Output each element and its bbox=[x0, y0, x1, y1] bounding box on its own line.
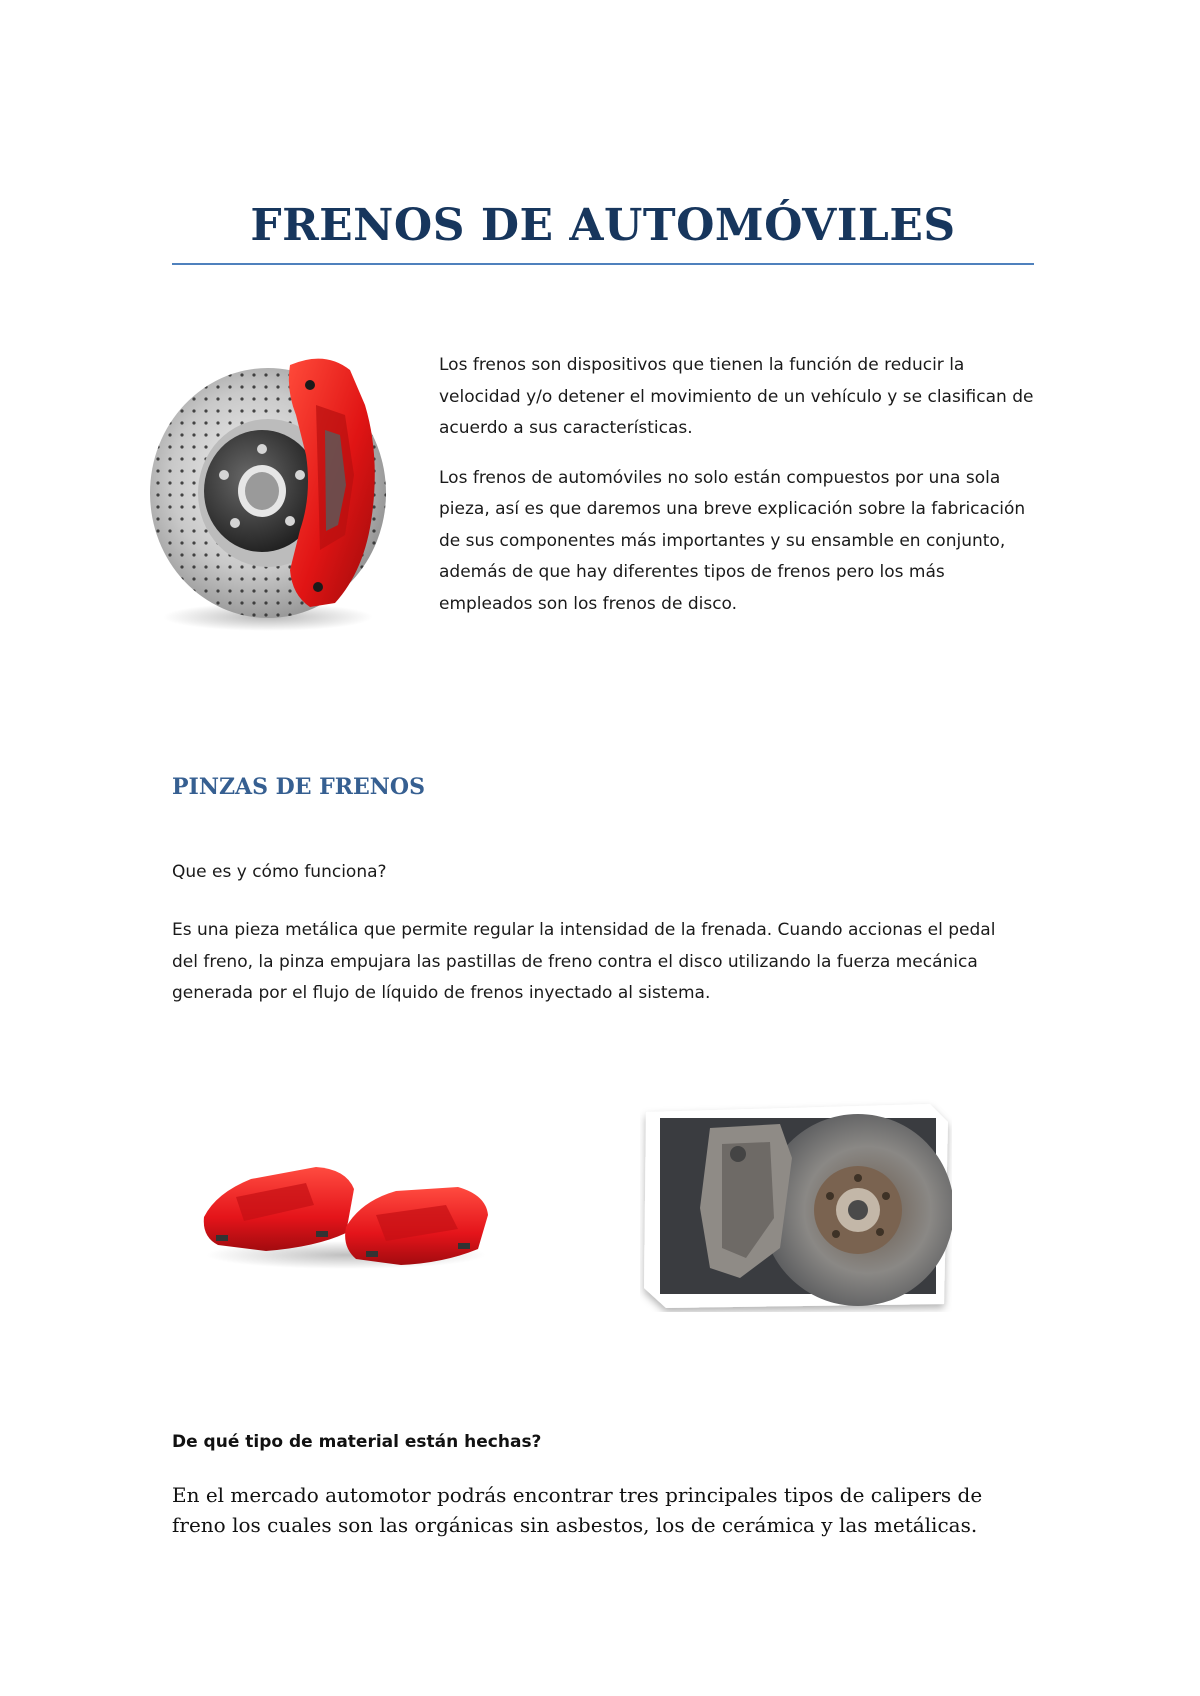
material-paragraph: En el mercado automotor podrás encontrar tres principales tipos de calipers de freno los cuales son las orgánicas sin asbestos, los de cerámica y las metálicas. bbox=[172, 1483, 983, 1537]
intro-paragraph-1: Los frenos son dispositivos que tienen la función de reducir la velocidad y/o detener el movimiento de un vehículo y se clasifican de acuerdo a sus características. bbox=[439, 355, 1034, 438]
document-title: FRENOS DE AUTOMÓVILES bbox=[250, 200, 956, 251]
intro-paragraph-2: Los frenos de automóviles no solo están compuestos por una sola pieza, así es que daremos una breve explicación sobre la fabricación de sus componentes más importantes y su ensamble en conjunto, además de que hay diferentes tipos de frenos pero los más empleados son los frenos de disco. bbox=[439, 467, 1026, 614]
section-heading-pinzas: PINZAS DE FRENOS bbox=[172, 774, 425, 800]
intro-text-block bbox=[439, 350, 1039, 638]
title-underline bbox=[172, 263, 1034, 265]
question-what-is-it: Que es y cómo funciona? bbox=[172, 862, 387, 882]
installed-brake-caliper-photo-icon bbox=[640, 1098, 952, 1312]
red-brake-calipers-icon bbox=[196, 1145, 496, 1285]
question-material: De qué tipo de material están hechas? bbox=[172, 1432, 542, 1452]
pinzas-paragraph: Es una pieza metálica que permite regular la intensidad de la frenada. Cuando accionas el pedal del freno, la pinza empujara las pastillas de freno contra el disco utilizando la fuerza mecánica generada por el flujo de líquido de frenos inyectado al sistema. bbox=[172, 920, 996, 1003]
brake-disc-with-red-caliper-icon bbox=[140, 345, 402, 635]
